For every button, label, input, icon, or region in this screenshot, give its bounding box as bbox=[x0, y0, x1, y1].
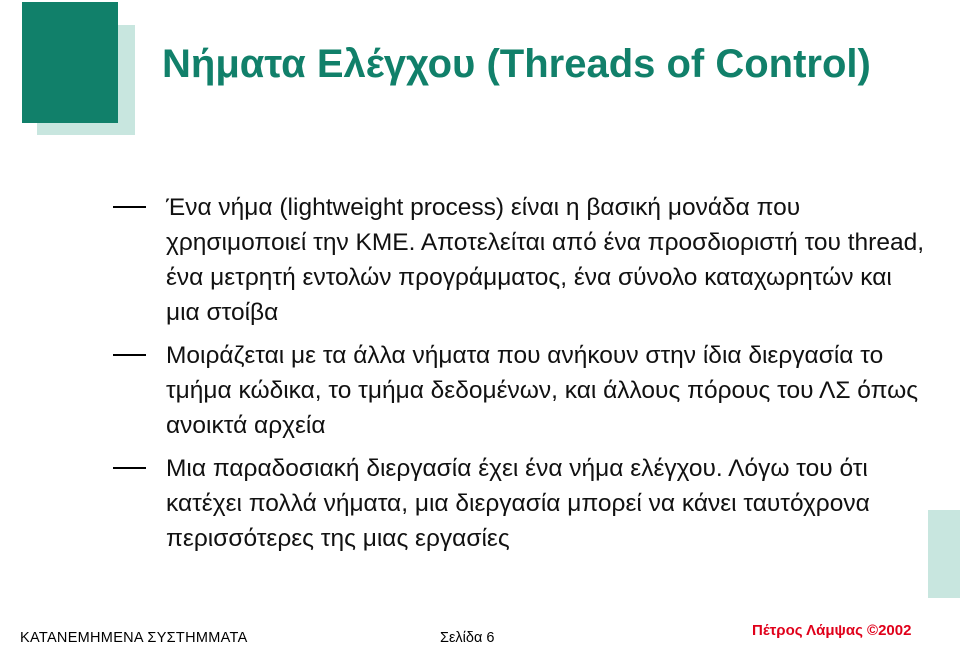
bullet-item bbox=[0, 338, 960, 443]
bullet-text: Μοιράζεται με τα άλλα νήματα που ανήκουν στην ίδια διεργασία το τμήμα κώδικα, το τμήμα δεδομένων, και άλλους πόρους του ΛΣ όπως ανοικτά αρχεία bbox=[166, 342, 919, 439]
footer-author: Πέτρος Λάμψας ©2002 bbox=[752, 622, 912, 639]
bullet-dash bbox=[113, 206, 146, 208]
bullet-dash bbox=[113, 354, 146, 356]
bullet-item bbox=[0, 190, 960, 330]
bullet-text: Ένα νήμα (lightweight process) είναι η βασική μονάδα που χρησιμοποιεί την ΚΜΕ. Αποτελείται από ένα προσδιοριστή του thread, ένα μετρητή εντολών προγράμματος, ένα σύνολο καταχωρητών και μια στοίβα bbox=[166, 194, 925, 326]
bullet-dash bbox=[113, 467, 146, 469]
bullet-item bbox=[0, 451, 960, 556]
footer-course-name: ΚΑΤΑΝΕΜΗΜΕΝΑ ΣΥΣΤΗΜΜΑΤΑ bbox=[20, 630, 248, 646]
slide-title: Νήματα Ελέγχου (Threads of Control) bbox=[162, 42, 871, 86]
decorative-square-dark bbox=[22, 2, 118, 123]
bullet-text: Μια παραδοσιακή διεργασία έχει ένα νήμα ελέγχου. Λόγω του ότι κατέχει πολλά νήματα, μια διεργασία μπορεί να κάνει ταυτόχρονα περισσότερες της μιας εργασίες bbox=[166, 455, 870, 552]
bullet-list bbox=[0, 190, 960, 556]
footer-page-number: Σελίδα 6 bbox=[440, 630, 495, 646]
